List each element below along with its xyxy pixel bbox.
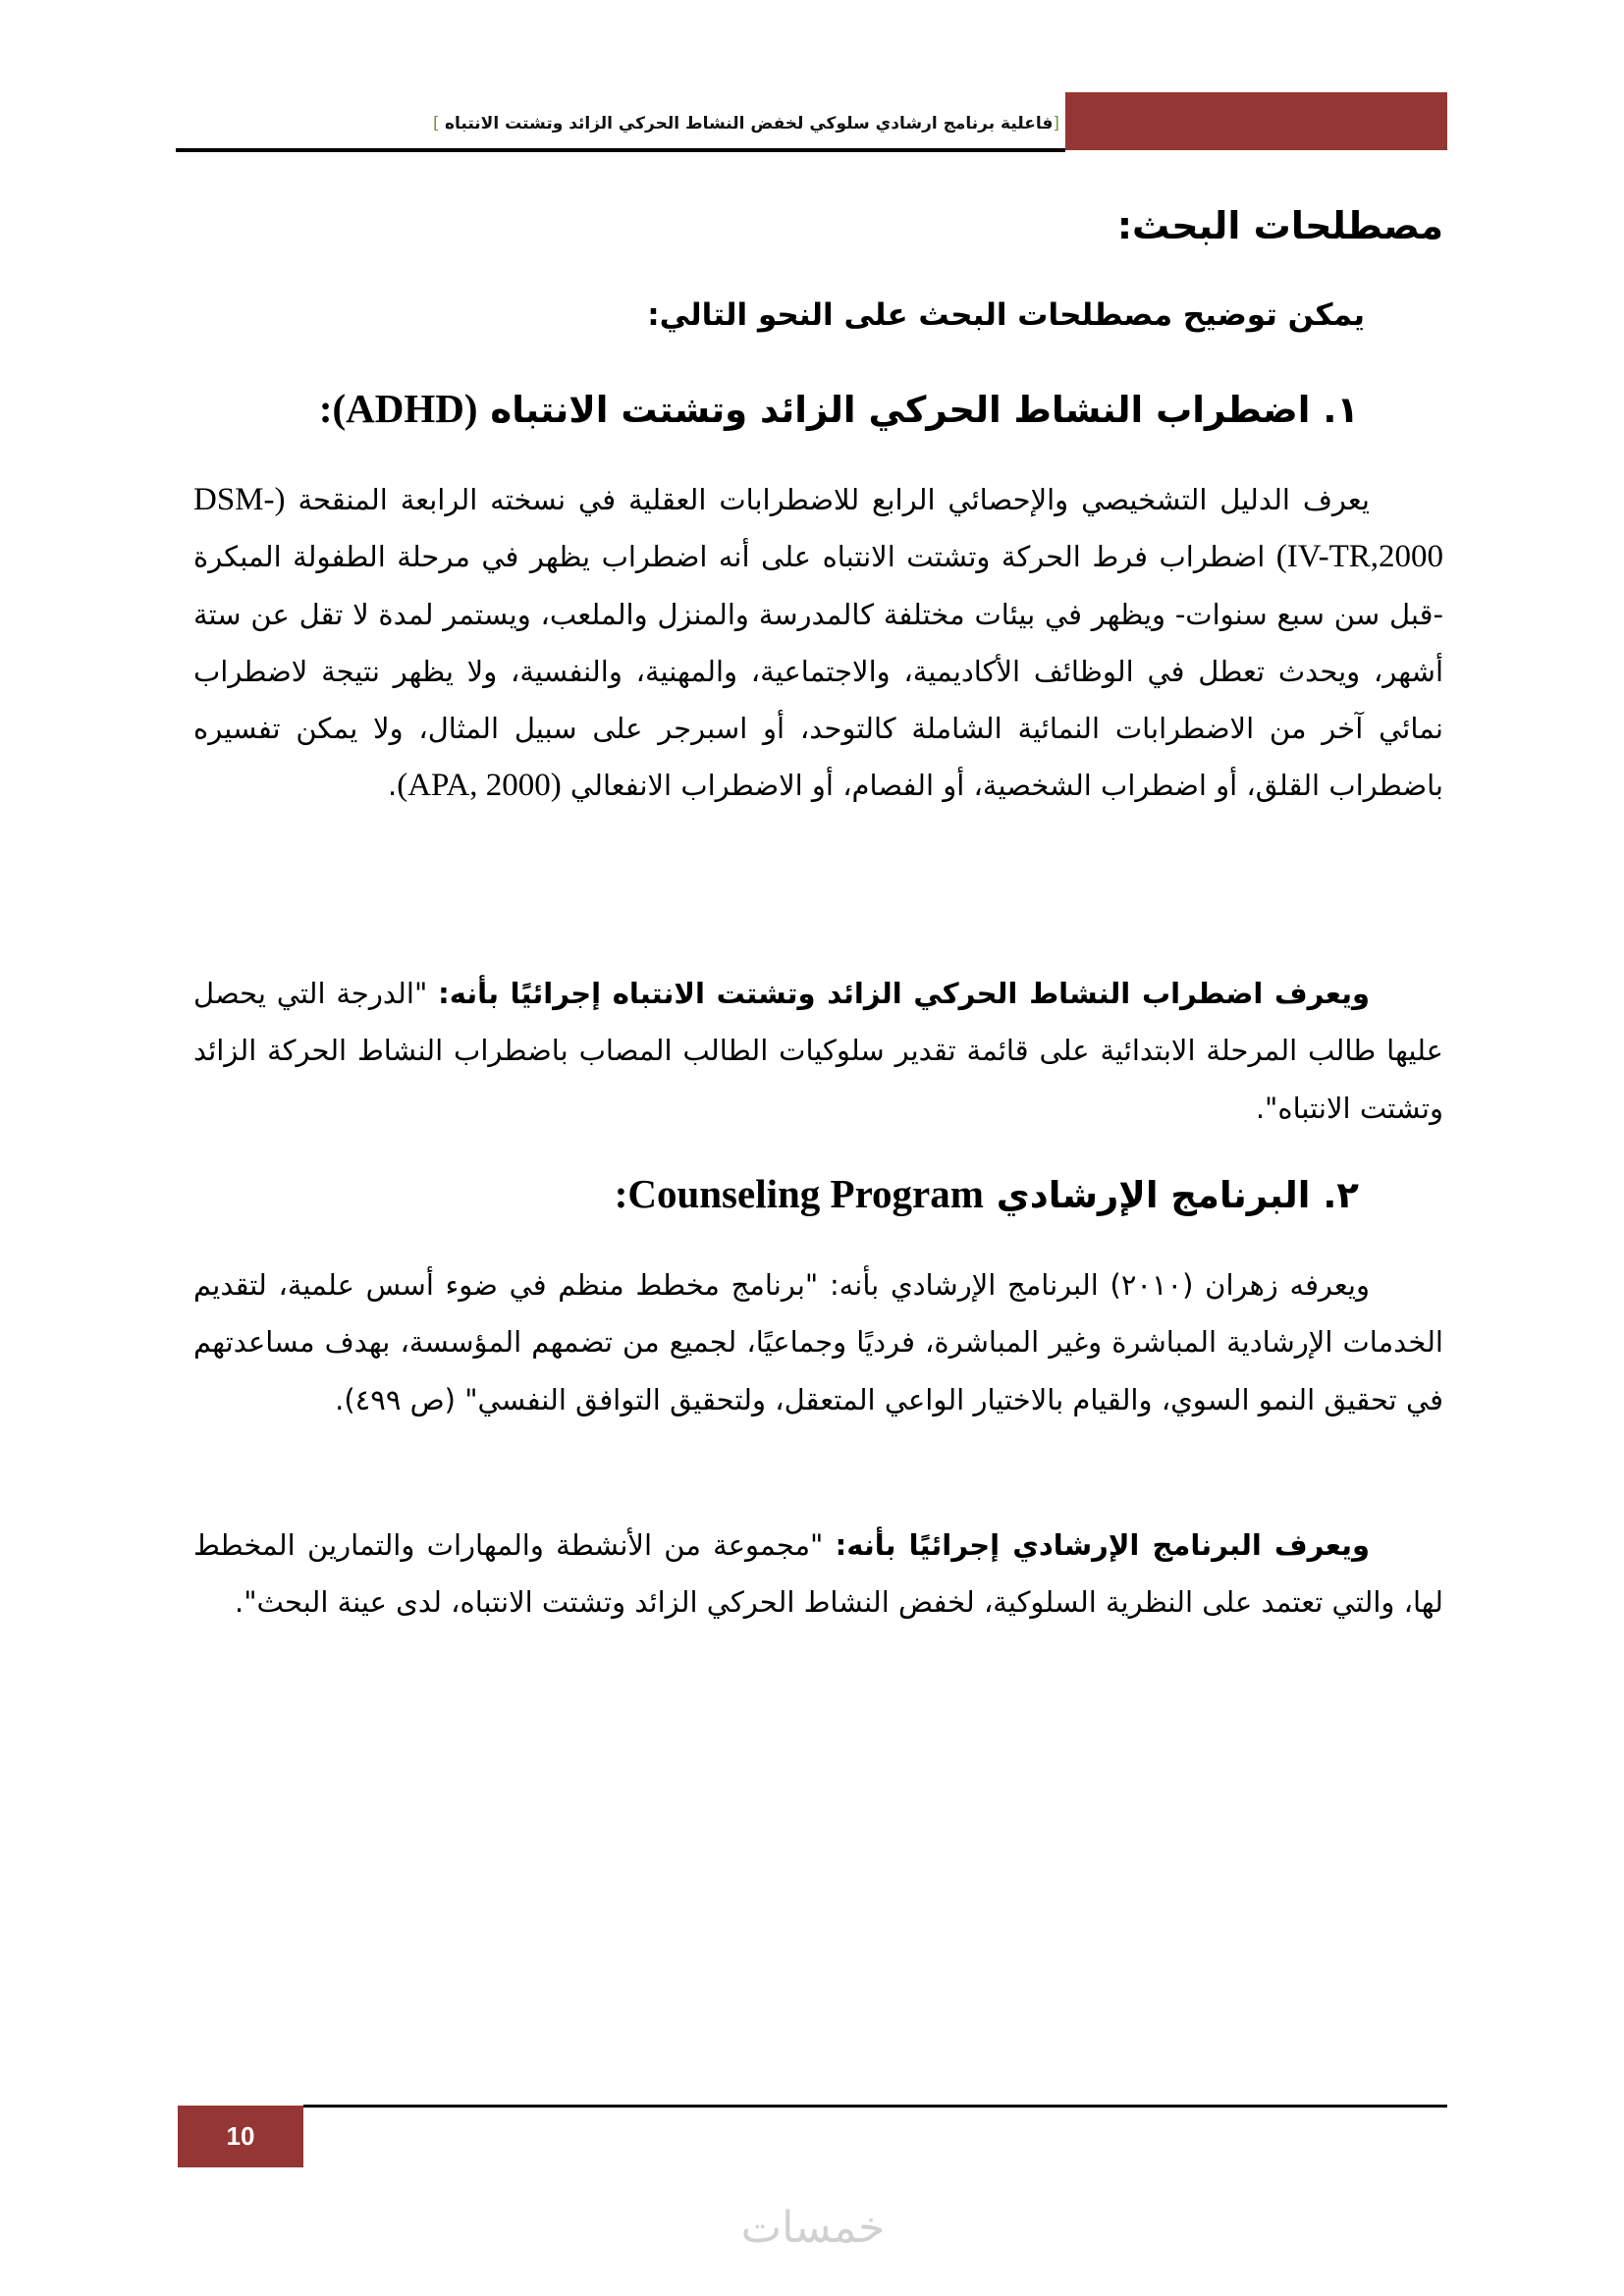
header-title: فاعلية برنامج ارشادي سلوكي لخفض النشاط الحركي الزائد وتشتت الانتباه [445,114,1054,133]
term1-definition [193,471,1443,815]
term2-english: Counseling Program: [614,1171,984,1216]
header-accent-bar [1065,92,1447,150]
term1-def-end: . [388,769,398,803]
running-header [433,109,1059,138]
footer-rule [303,2105,1447,2108]
term1-heading [319,379,1359,440]
header-rule [176,148,1065,152]
term2-op-label: ويعرف البرنامج الإرشادي إجرائيًا بأنه: [835,1528,1371,1562]
term2-operational-definition [193,1517,1443,1631]
term1-apa-cite: (APA, 2000) [397,768,562,804]
term1-def-text-b: اضطراب فرط الحركة وتشتت الانتباه على أنه اضطراب يظهر في مرحلة الطفولة المبكرة -قبل سن سبع سنوات- ويظهر في بيئات مختلفة كالمدرسة والمنزل والملعب، ويستمر لمدة لا تقل عن ستة أشهر، ويحدث تعطل في الوظائف الأكاديمية، والاجتماعية، والمهنية، والنفسية، ولا يظهر نتيجة لاضطراب نمائي آخر من الاضطرابات النمائية الشاملة كالتوحد، أو اسبرجر على سبيل المثال، ولا يمكن تفسيره باضطراب القلق، أو اضطراب الشخصية، أو الفصام، أو الاضطراب الانفعالي [193,540,1443,803]
term1-operational-definition [193,965,1443,1137]
term2-definition: ويعرفه زهران (٢٠١٠) البرنامج الإرشادي بأنه: "برنامج مخطط منظم في ضوء أسس علمية، لتقديم الخدمات الإرشادية المباشرة وغير المباشرة، فرديًا وجماعيًا، لجميع من تضمهم المؤسسة، بهدف مساعدتهم في تحقيق النمو السوي، والقيام بالاختيار الواعي المتعقل، ولتحقيق التوافق النفسي" (ص ٤٩٩). [193,1268,1443,1416]
term1-op-text: "الدرجة التي يحصل عليها طالب المرحلة الابتدائية على قائمة تقدير سلوكيات الطالب المصاب باضطراب النشاط الحركة الزائد وتشتت الانتباه". [193,977,1443,1125]
term2-heading [615,1164,1359,1225]
term2-op-text: "مجموعة من الأنشطة والمهارات والتمارين المخطط لها، والتي تعتمد على النظرية السلوكية، لخفض النشاط الحركي الزائد وتشتت الانتباه، لدى عينة البحث". [193,1528,1443,1620]
term1-title: اضطراب النشاط الحركي الزائد وتشتت الانتباه [490,389,1311,431]
term1-number: ١. [1323,389,1359,431]
term2-number: ٢. [1323,1174,1359,1216]
term2-title: البرنامج الإرشادي [996,1174,1311,1216]
page-number: 10 [178,2106,303,2167]
term1-abbr: (ADHD): [318,386,478,431]
term1-dsm-ref: (DSM-IV-TR,2000) [193,482,1443,575]
header-bracket-close: ] [432,114,445,133]
section-title: مصطلحات البحث: [1116,204,1443,247]
term1-def-text-a: يعرف الدليل التشخيصي والإحصائي الرابع للاضطرابات العقلية في نسخته الرابعة المنقحة [285,483,1370,516]
header-bracket-open: [ [1053,114,1059,133]
term1-op-label: ويعرف اضطراب النشاط الحركي الزائد وتشتت الانتباه إجرائيًا بأنه: [438,977,1370,1010]
intro-line: يمكن توضيح مصطلحات البحث على النحو التالي: [647,297,1365,333]
watermark-logo: خمسات [740,2203,886,2253]
